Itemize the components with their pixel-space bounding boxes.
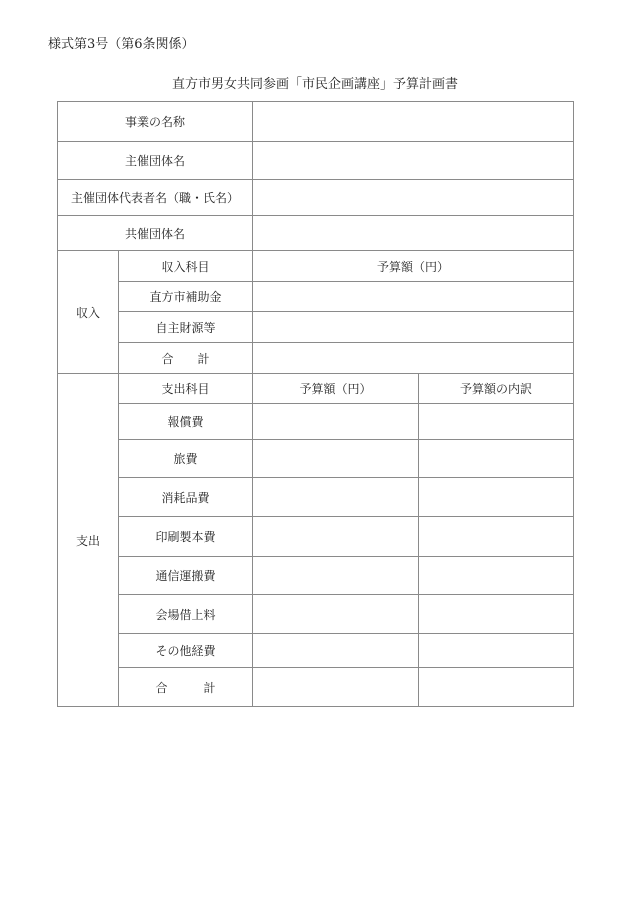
- co-organizer-field[interactable]: [253, 216, 574, 251]
- event-name-field[interactable]: [253, 102, 574, 142]
- table-row: [58, 668, 574, 707]
- table-row: [58, 595, 574, 634]
- representative-field[interactable]: [253, 180, 574, 216]
- expense-breakdown-field[interactable]: [419, 634, 574, 668]
- expense-item-label: 通信運搬費: [119, 557, 253, 595]
- income-item-header: 収入科目: [119, 251, 253, 282]
- organizer-field[interactable]: [253, 142, 574, 180]
- table-row: [58, 102, 574, 142]
- expense-item-label: 会場借上料: [119, 595, 253, 634]
- income-total-label: 合 計: [119, 343, 253, 374]
- expense-total-breakdown-field[interactable]: [419, 668, 574, 707]
- table-row: [58, 404, 574, 440]
- table-row: [58, 216, 574, 251]
- income-item-label: 自主財源等: [119, 312, 253, 343]
- expense-section-label: 支出: [58, 374, 119, 707]
- table-row: [58, 251, 574, 282]
- budget-plan-table: [57, 101, 574, 707]
- representative-label: 主催団体代表者名（職・氏名）: [58, 180, 253, 216]
- table-row: [58, 374, 574, 404]
- expense-amount-field[interactable]: [253, 595, 419, 634]
- expense-amount-field[interactable]: [253, 478, 419, 517]
- expense-breakdown-field[interactable]: [419, 517, 574, 557]
- income-amount-field[interactable]: [253, 282, 574, 312]
- income-total-field[interactable]: [253, 343, 574, 374]
- table-row: [58, 634, 574, 668]
- table-row: [58, 557, 574, 595]
- expense-breakdown-field[interactable]: [419, 404, 574, 440]
- event-name-label: 事業の名称: [58, 102, 253, 142]
- table-row: [58, 142, 574, 180]
- expense-item-label: 報償費: [119, 404, 253, 440]
- table-row: [58, 343, 574, 374]
- expense-amount-field[interactable]: [253, 404, 419, 440]
- income-section-label: 収入: [58, 251, 119, 374]
- expense-breakdown-field[interactable]: [419, 478, 574, 517]
- income-amount-header: 予算額（円）: [253, 251, 574, 282]
- expense-amount-field[interactable]: [253, 634, 419, 668]
- table-row: [58, 478, 574, 517]
- organizer-label: 主催団体名: [58, 142, 253, 180]
- expense-item-header: 支出科目: [119, 374, 253, 404]
- expense-amount-field[interactable]: [253, 440, 419, 478]
- table-row: [58, 180, 574, 216]
- expense-item-label: 印刷製本費: [119, 517, 253, 557]
- expense-total-amount-field[interactable]: [253, 668, 419, 707]
- form-number: 様式第3号（第6条関係）: [48, 37, 195, 52]
- expense-breakdown-header: 予算額の内訳: [419, 374, 574, 404]
- expense-breakdown-field[interactable]: [419, 595, 574, 634]
- expense-breakdown-field[interactable]: [419, 440, 574, 478]
- expense-breakdown-field[interactable]: [419, 557, 574, 595]
- expense-amount-field[interactable]: [253, 517, 419, 557]
- expense-item-label: 旅費: [119, 440, 253, 478]
- expense-amount-field[interactable]: [253, 557, 419, 595]
- expense-amount-header: 予算額（円）: [253, 374, 419, 404]
- income-amount-field[interactable]: [253, 312, 574, 343]
- document-title: 直方市男女共同参画「市民企画講座」予算計画書: [171, 77, 458, 92]
- table-row: [58, 282, 574, 312]
- co-organizer-label: 共催団体名: [58, 216, 253, 251]
- expense-item-label: その他経費: [119, 634, 253, 668]
- table-row: [58, 440, 574, 478]
- expense-item-label: 消耗品費: [119, 478, 253, 517]
- expense-total-label: 合 計: [119, 668, 253, 707]
- table-row: [58, 517, 574, 557]
- table-row: [58, 312, 574, 343]
- income-item-label: 直方市補助金: [119, 282, 253, 312]
